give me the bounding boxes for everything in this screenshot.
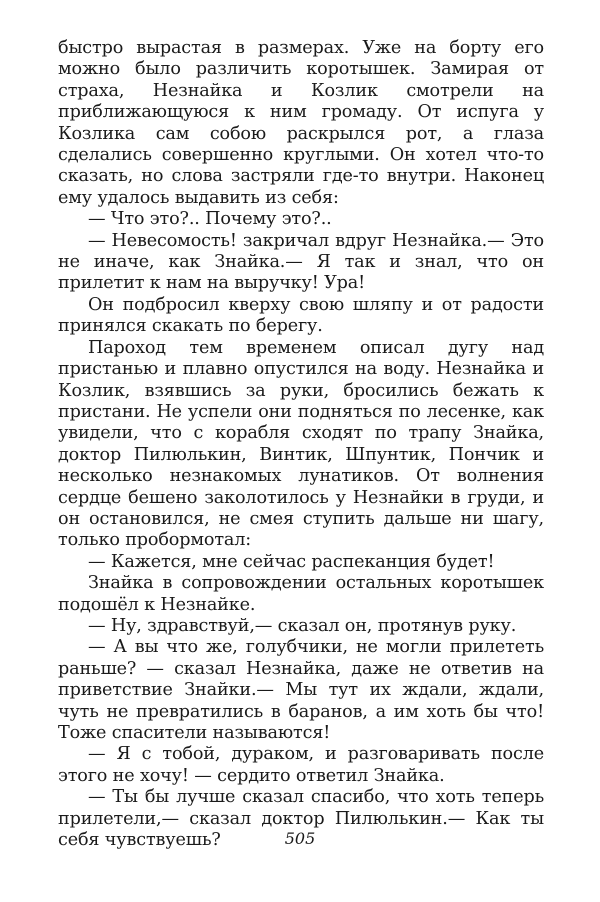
paragraph-9: — А вы что же, голубчики, не могли прилететь раньше? — сказал Незнайка, даже не ответив на приветствие Знайки.— Мы тут их ждали, ждали, чуть не превратились в баранов, а им хоть бы что! Тоже спасители называются! [58,637,544,743]
paragraph-1: быстро вырастая в размерах. Уже на борту его можно было различить коротышек. Замирая от страха, Незнайка и Козлик смотрели на приближающуюся к ним громаду. От испуга у Козлика сам собою раскрылся рот, а глаза сделались совершенно круглыми. Он хотел что-то сказать, но слова застряли где-то внутри. Наконец ему удалось выдавить из себя: [58,38,544,208]
paragraph-4: Он подбросил кверху свою шляпу и от радости принялся скакать по берегу. [58,294,544,337]
page-number: 505 [284,829,316,848]
paragraph-11: — Ты бы лучше сказал спасибо, что хоть теперь прилетели,— сказал доктор Пилюлькин.— Как ты себя чувствуешь? [58,787,544,851]
paragraph-7: Знайка в сопровождении остальных коротышек подошёл к Незнайке. [58,573,544,615]
paragraph-5: Пароход тем временем описал дугу над пристанью и плавно опустился на воду. Незнайка и Козлик, взявшись за руки, бросились бежать к пристани. Не успели они подняться по лесенке, как увидели, что с корабля сходят по трапу Знайка, доктор Пилюлькин, Винтик, Шпунтик, Пончик и несколько незнакомых лунатиков. От волнения сердце бешено заколотилось у Незнайки в груди, и он остановился, не смея ступить дальше ни шагу, только пробормотал: [58,337,544,551]
paragraph-2: — Что это?.. Почему это?.. [88,209,332,230]
paragraph-8: — Ну, здравствуй,— сказал он, протянув руку. [88,615,517,636]
page-text-block [58,38,544,851]
paragraph-6: — Кажется, мне сейчас распеканция будет! [88,551,495,572]
paragraph-3: — Невесомость! закричал вдруг Незнайка.— Это не иначе, как Знайка.— Я так и знал, что он прилетит к нам на выручку! Ура! [58,230,544,294]
paragraph-10: — Я с тобой, дураком, и разговаривать после этого не хочу! — сердито ответил Знайка. [58,744,544,786]
